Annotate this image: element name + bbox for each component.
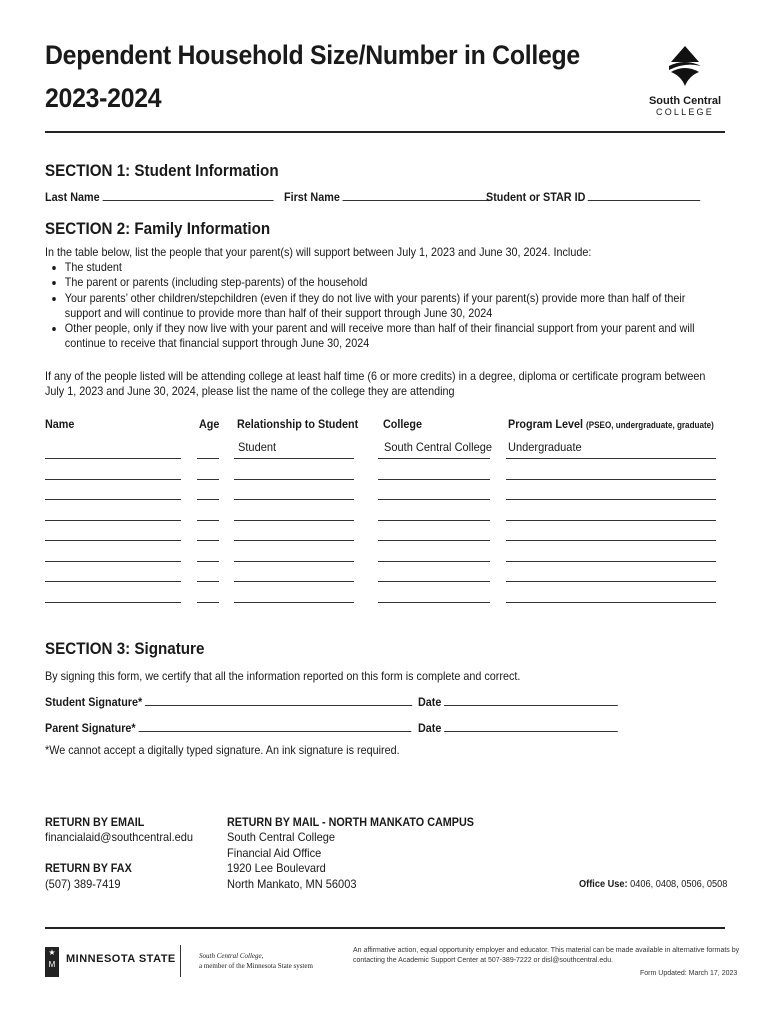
last-name-field[interactable] bbox=[45, 189, 273, 204]
return-mail-label: RETURN BY MAIL - NORTH MANKATO CAMPUS bbox=[227, 815, 475, 829]
relationship-entry-line[interactable] bbox=[234, 458, 354, 459]
section-1-heading: SECTION 1: Student Information bbox=[45, 162, 279, 180]
eoe-line-1: An affirmative action, equal opportunity employer and educator. This material can be made available in alternative formats by bbox=[353, 947, 740, 954]
list-item: • Your parents’ other children/stepchildren (even if they do not live with your parents) if your parent(s) provide more than half of their support and will continue to provide more than half of their support through June 30, 2024 bbox=[65, 291, 720, 321]
mail-line: North Mankato, MN 56003 bbox=[227, 876, 357, 891]
column-header-program bbox=[508, 417, 714, 431]
program-entry-line[interactable] bbox=[506, 479, 716, 480]
system-tagline bbox=[199, 951, 313, 971]
office-use-codes: 0406, 0408, 0506, 0508 bbox=[630, 879, 728, 890]
footer-logo-divider bbox=[180, 945, 181, 977]
mail-line: 1920 Lee Boulevard bbox=[227, 861, 326, 875]
last-name-line[interactable] bbox=[102, 189, 273, 201]
return-fax-label: RETURN BY FAX bbox=[45, 861, 132, 875]
relationship-entry-line[interactable] bbox=[234, 540, 354, 541]
college-entry-line[interactable] bbox=[378, 561, 490, 562]
student-date-field[interactable] bbox=[418, 694, 618, 709]
age-entry-line[interactable] bbox=[197, 602, 219, 603]
age-entry-line[interactable] bbox=[197, 499, 219, 500]
logo-name: South Central bbox=[648, 95, 722, 107]
name-entry-line[interactable] bbox=[45, 520, 181, 521]
name-entry-line[interactable] bbox=[45, 602, 181, 603]
student-signature-label: Student Signature* bbox=[45, 695, 143, 709]
relationship-entry-line[interactable] bbox=[234, 479, 354, 480]
list-item: • The parent or parents (including step-parents) of the household bbox=[65, 275, 720, 290]
first-name-line[interactable] bbox=[343, 189, 490, 201]
college-note: If any of the people listed will be attending college at least half time (6 or more credits) in a degree, diploma or certificate program between July 1, 2023 and June 30, 2024, please list the name of the college they are attending bbox=[45, 369, 706, 399]
minnesota-state-logo-icon: ★ M bbox=[45, 947, 59, 977]
return-email-label: RETURN BY EMAIL bbox=[45, 815, 145, 829]
college-logo-icon bbox=[665, 46, 705, 88]
example-relationship: Student bbox=[238, 440, 277, 454]
college-entry-line[interactable] bbox=[378, 540, 490, 541]
student-id-field[interactable] bbox=[486, 189, 701, 204]
college-entry-line[interactable] bbox=[378, 499, 490, 500]
first-name-field[interactable] bbox=[284, 189, 489, 204]
parent-date-line[interactable] bbox=[444, 720, 618, 732]
student-signature-field[interactable] bbox=[45, 694, 412, 709]
age-entry-line[interactable] bbox=[197, 479, 219, 480]
age-entry-line[interactable] bbox=[197, 540, 219, 541]
program-label: Program Level bbox=[508, 417, 584, 431]
page-title bbox=[45, 34, 580, 120]
last-name-label: Last Name bbox=[45, 190, 100, 204]
column-header-age: Age bbox=[199, 417, 220, 431]
relationship-entry-line[interactable] bbox=[234, 561, 354, 562]
signature-note: *We cannot accept a digitally typed signature. An ink signature is required. bbox=[45, 743, 400, 757]
name-entry-line[interactable] bbox=[45, 499, 181, 500]
relationship-entry-line[interactable] bbox=[234, 520, 354, 521]
college-entry-line[interactable] bbox=[378, 520, 490, 521]
date-label: Date bbox=[418, 695, 442, 709]
list-item: • Other people, only if they now live with your parent and will receive more than half of their financial support from your parent and will continue to receive that financial support through June 30, 2024 bbox=[65, 321, 720, 351]
college-logo bbox=[640, 46, 730, 117]
example-program: Undergraduate bbox=[508, 440, 582, 454]
parent-signature-line[interactable] bbox=[138, 720, 411, 732]
example-college: South Central College bbox=[384, 440, 493, 454]
office-use bbox=[579, 879, 727, 890]
name-entry-line[interactable] bbox=[45, 479, 181, 480]
program-entry-line[interactable] bbox=[506, 581, 716, 582]
family-instructions bbox=[45, 245, 720, 351]
logo-sub: COLLEGE bbox=[656, 107, 714, 117]
header-divider bbox=[45, 131, 725, 133]
program-entry-line[interactable] bbox=[506, 561, 716, 562]
form-updated: Form Updated: March 17, 2023 bbox=[640, 970, 738, 977]
age-entry-line[interactable] bbox=[197, 520, 219, 521]
name-entry-line[interactable] bbox=[45, 540, 181, 541]
date-label: Date bbox=[418, 721, 442, 735]
parent-signature-field[interactable] bbox=[45, 720, 411, 735]
eoe-line-2: contacting the Academic Support Center at 507-389-7222 or disl@southcentral.edu. bbox=[353, 957, 614, 964]
program-entry-line[interactable] bbox=[506, 602, 716, 603]
relationship-entry-line[interactable] bbox=[234, 581, 354, 582]
name-entry-line[interactable] bbox=[45, 458, 181, 459]
minnesota-state-name: MINNESOTA STATE bbox=[66, 953, 176, 965]
return-email[interactable]: financialaid@southcentral.edu bbox=[45, 830, 194, 844]
section-3-heading: SECTION 3: Signature bbox=[45, 640, 205, 658]
column-header-college: College bbox=[383, 417, 423, 431]
eoe-statement bbox=[353, 946, 739, 966]
mail-line: Financial Aid Office bbox=[227, 845, 322, 860]
include-list bbox=[45, 260, 720, 351]
column-header-relationship: Relationship to Student bbox=[237, 417, 359, 431]
college-entry-line[interactable] bbox=[378, 602, 490, 603]
office-use-label: Office Use: bbox=[579, 879, 628, 890]
family-intro: In the table below, list the people that your parent(s) will support between July 1, 2023 and June 30, 2024. Include: bbox=[45, 245, 592, 259]
list-item: • The student bbox=[65, 260, 720, 275]
footer-divider bbox=[45, 927, 725, 929]
first-name-label: First Name bbox=[284, 190, 340, 204]
college-entry-line[interactable] bbox=[378, 479, 490, 480]
program-hint: (PSEO, undergraduate, graduate) bbox=[586, 420, 714, 430]
return-fax: (507) 389-7419 bbox=[45, 877, 121, 891]
parent-signature-label: Parent Signature* bbox=[45, 721, 136, 735]
program-entry-line[interactable] bbox=[506, 499, 716, 500]
section-2-heading: SECTION 2: Family Information bbox=[45, 220, 271, 238]
student-id-label: Student or STAR ID bbox=[486, 190, 586, 204]
title-line-1: Dependent Household Size/Number in College bbox=[45, 40, 580, 70]
age-entry-line[interactable] bbox=[197, 581, 219, 582]
student-id-line[interactable] bbox=[588, 189, 701, 201]
student-signature-line[interactable] bbox=[145, 694, 412, 706]
student-date-line[interactable] bbox=[444, 694, 618, 706]
program-entry-line[interactable] bbox=[506, 458, 716, 459]
age-entry-line[interactable] bbox=[197, 561, 219, 562]
program-entry-line[interactable] bbox=[506, 520, 716, 521]
certify-text: By signing this form, we certify that all the information reported on this form is complete and correct. bbox=[45, 669, 521, 683]
name-entry-line[interactable] bbox=[45, 581, 181, 582]
mail-line: South Central College bbox=[227, 830, 336, 844]
tagline-line-2: a member of the Minnesota State system bbox=[199, 962, 313, 970]
title-line-2: 2023-2024 bbox=[45, 83, 162, 113]
tagline-line-1: South Central College, bbox=[199, 952, 264, 960]
relationship-entry-line[interactable] bbox=[234, 602, 354, 603]
college-entry-line[interactable] bbox=[378, 581, 490, 582]
relationship-entry-line[interactable] bbox=[234, 499, 354, 500]
mail-address bbox=[227, 830, 356, 892]
name-entry-line[interactable] bbox=[45, 561, 181, 562]
age-entry-line[interactable] bbox=[197, 458, 219, 459]
parent-date-field[interactable] bbox=[418, 720, 618, 735]
program-entry-line[interactable] bbox=[506, 540, 716, 541]
column-header-name: Name bbox=[45, 417, 75, 431]
college-entry-line[interactable] bbox=[378, 458, 490, 459]
